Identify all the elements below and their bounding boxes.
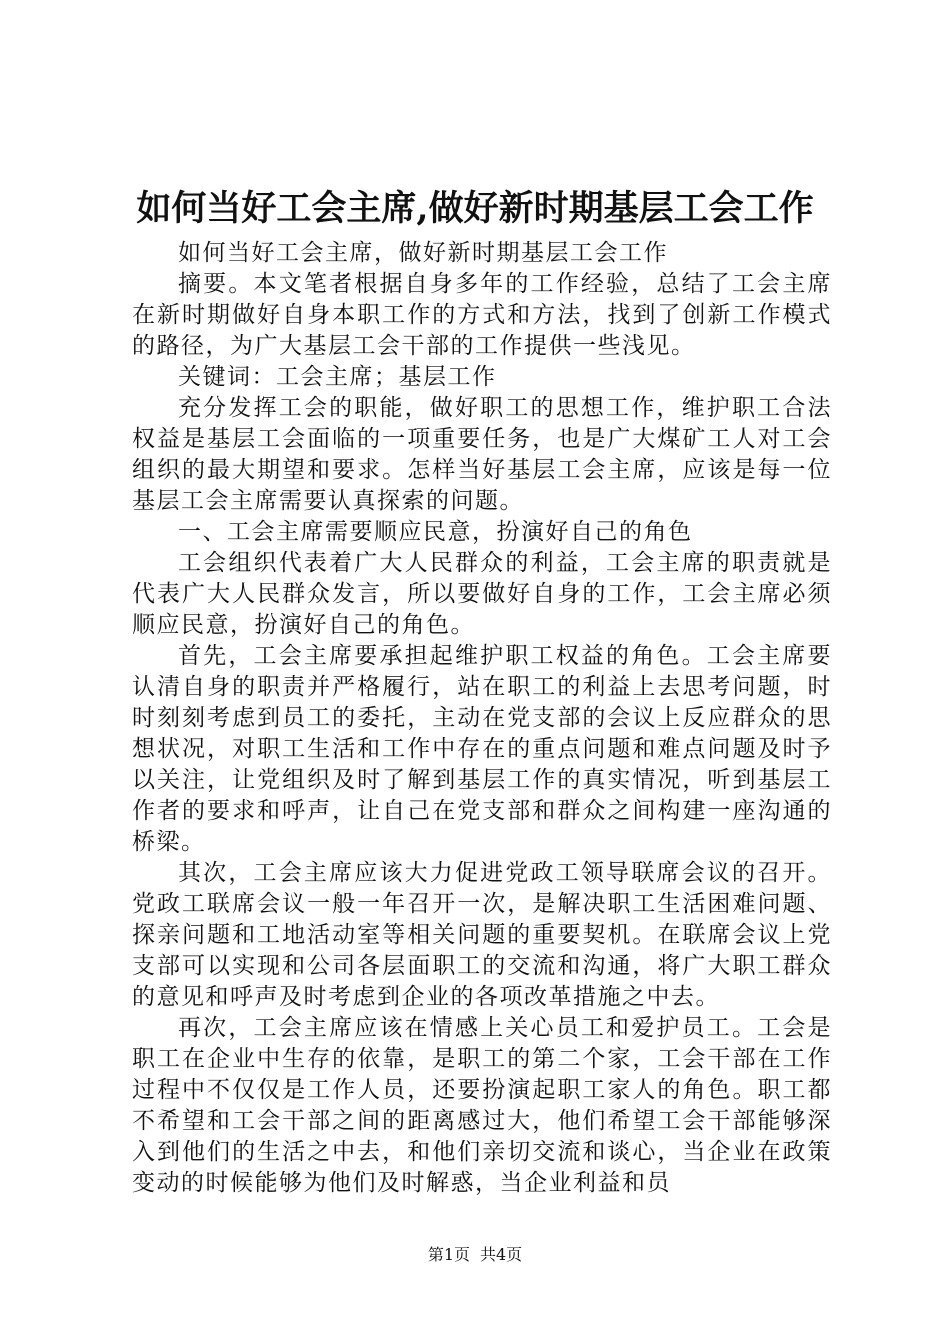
page-number: 第1页 bbox=[427, 1245, 470, 1264]
paragraph-first: 首先，工会主席要承担起维护职工权益的角色。工会主席要认清自身的职责并严格履行，站在职工的利益上去思考问题，时时刻刻考虑到员工的委托，主动在党支部的会议上反应群众的思想状况，对职工生活和工作中存在的重点问题和难点问题及时予以关注，让党组织及时了解到基层工作的真实情况，听到基层工作者的要求和呼声，让自己在党支部和群众之间构建一座沟通的桥梁。 bbox=[132, 643, 832, 855]
document-title: 如何当好工会主席,做好新时期基层工会工作 bbox=[136, 188, 814, 229]
section-heading-1: 一、工会主席需要顺应民意，扮演好自己的角色 bbox=[178, 519, 693, 545]
paragraph-abstract: 摘要。本文笔者根据自身多年的工作经验，总结了工会主席在新时期做好自身本职工作的方式和方法，找到了创新工作模式的路径，为广大基层工会干部的工作提供一些浅见。 bbox=[132, 271, 832, 359]
paragraph-second: 其次，工会主席应该大力促进党政工领导联席会议的召开。党政工联席会议一般一年召开一次，是解决职工生活困难问题、探亲问题和工地活动室等相关问题的重要契机。在联席会议上党支部可以实现和公司各层面职工的交流和沟通，将广大职工群众的意见和呼声及时考虑到企业的各项改革措施之中去。 bbox=[132, 860, 832, 1010]
document-body bbox=[132, 238, 832, 1199]
paragraph-third: 再次，工会主席应该在情感上关心员工和爱护员工。工会是职工在企业中生存的依靠，是职工的第二个家，工会干部在工作过程中不仅仅是工作人员，还要扮演起职工家人的角色。职工都不希望和工会干部之间的距离感过大，他们希望工会干部能够深入到他们的生活之中去，和他们亲切交流和谈心，当企业在政策变动的时候能够为他们及时解惑，当企业利益和员 bbox=[132, 1015, 832, 1196]
paragraph-section-1-intro: 工会组织代表着广大人民群众的利益，工会主席的职责就是代表广大人民群众发言，所以要做好自身的工作，工会主席必须顺应民意，扮演好自己的角色。 bbox=[132, 550, 832, 638]
paragraph-keywords: 关键词：工会主席；基层工作 bbox=[178, 364, 497, 390]
paragraph-intro: 充分发挥工会的职能，做好职工的思想工作，维护职工合法权益是基层工会面临的一项重要任务，也是广大煤矿工人对工会组织的最大期望和要求。怎样当好基层工会主席，应该是每一位基层工会主席需要认真探索的问题。 bbox=[132, 395, 832, 514]
paragraph-subtitle: 如何当好工会主席，做好新时期基层工会工作 bbox=[178, 240, 668, 266]
page-total: 共4页 bbox=[480, 1245, 523, 1264]
page-footer bbox=[0, 1245, 950, 1265]
